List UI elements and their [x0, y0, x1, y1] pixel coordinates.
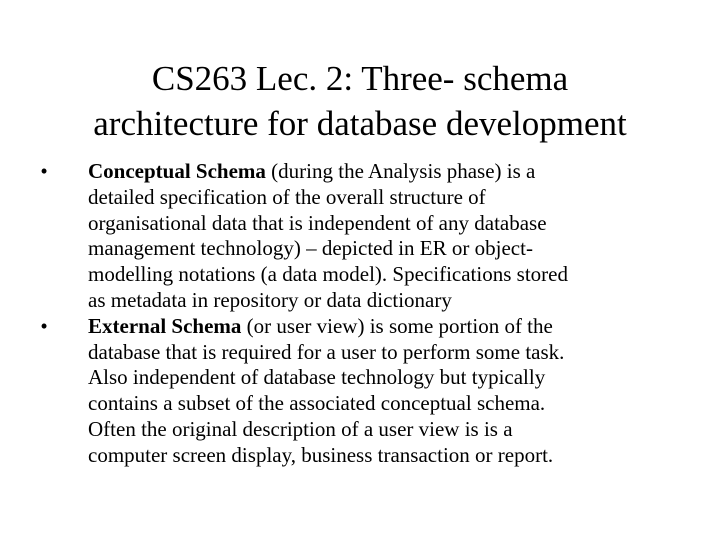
bullet-first-line: [88, 314, 684, 340]
bullet-conceptual-schema: [34, 159, 684, 314]
title-line-2: architecture for database development: [93, 104, 627, 143]
bullet-list: [34, 159, 684, 469]
bullet-line: organisational data that is independent of any database: [88, 210, 547, 235]
bullet-marker: •: [40, 313, 48, 338]
bullet-line: Also independent of database technology but typically: [88, 365, 546, 390]
bullet-first-line-rest: (or user view) is some portion of the: [241, 313, 553, 338]
bullet-text: [88, 314, 684, 469]
bullet-lead-term: Conceptual Schema: [88, 159, 266, 183]
bullet-marker: •: [40, 159, 48, 183]
bullet-line: modelling notations (a data model). Specifications stored: [88, 262, 568, 287]
bullet-line: Often the original description of a user view is is a: [88, 416, 513, 441]
bullet-first-line: [88, 159, 684, 185]
bullet-external-schema: [34, 314, 684, 469]
bullet-line: management technology) – depicted in ER or object-: [88, 236, 533, 261]
bullet-line: database that is required for a user to perform some task.: [88, 339, 565, 364]
bullet-line: contains a subset of the associated conceptual schema.: [88, 391, 546, 416]
bullet-line: detailed specification of the overall structure of: [88, 184, 486, 209]
slide-title: [40, 56, 680, 146]
bullet-lead-term: External Schema: [88, 313, 242, 338]
bullet-line: as metadata in repository or data dictionary: [88, 287, 452, 312]
bullet-line: computer screen display, business transaction or report.: [88, 442, 554, 467]
bullet-text: [88, 159, 684, 314]
bullet-first-line-rest: (during the Analysis phase) is a: [265, 159, 536, 183]
title-line-1: CS263 Lec. 2: Three- schema: [151, 59, 569, 98]
